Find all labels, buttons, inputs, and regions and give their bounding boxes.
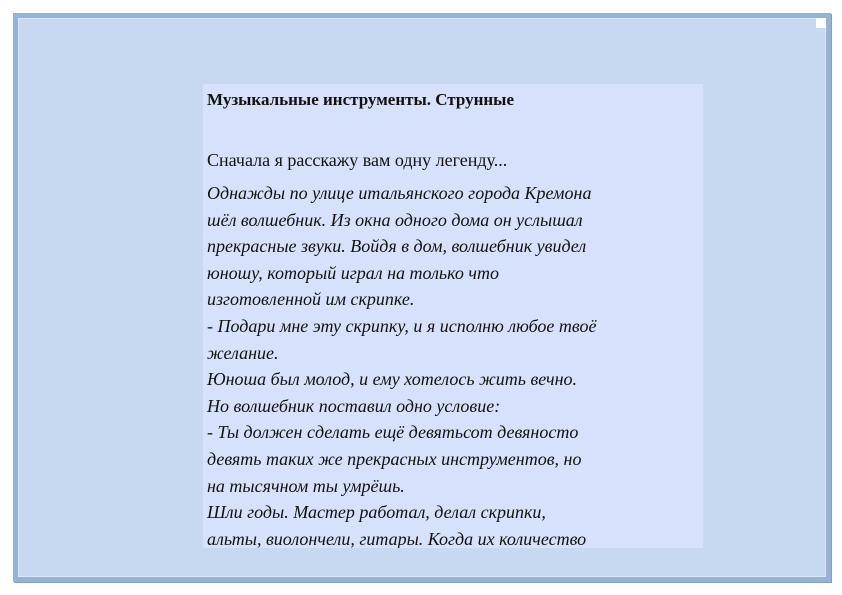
story-line: желание.: [207, 342, 279, 363]
story-line: Однажды по улице итальянского города Кремона: [207, 183, 592, 203]
story-line: альты, виолончели, гитары. Когда их количество: [207, 528, 587, 548]
story-line: юношу, который играл на только что: [207, 262, 499, 283]
story-line: изготовленной им скрипке.: [207, 289, 415, 310]
story-line: Но волшебник поставил одно условие:: [207, 395, 501, 416]
story-line: Юноша был молод, и ему хотелось жить вечно.: [207, 369, 578, 390]
story-line: Шли годы. Мастер работал, делал скрипки,: [207, 502, 546, 523]
text-box: [203, 84, 703, 548]
story-line: - Ты должен сделать ещё девятьсот девяносто: [207, 422, 579, 443]
story-paragraph: [207, 180, 703, 548]
story-line: девять таких же прекрасных инструментов, но: [207, 448, 582, 469]
story-line: прекрасные звуки. Войдя в дом, волшебник увидел: [207, 236, 587, 257]
intro-paragraph: Сначала я расскажу вам одну легенду...: [207, 150, 508, 170]
story-line: - Подари мне эту скрипку, и я исполню любое твоё: [207, 315, 597, 336]
page-title: Музыкальные инструменты. Струнные: [207, 90, 514, 109]
story-line: на тысячном ты умрёшь.: [207, 475, 405, 496]
story-line: шёл волшебник. Из окна одного дома он услышал: [207, 209, 583, 230]
slide-corner-cutout: [816, 18, 826, 28]
